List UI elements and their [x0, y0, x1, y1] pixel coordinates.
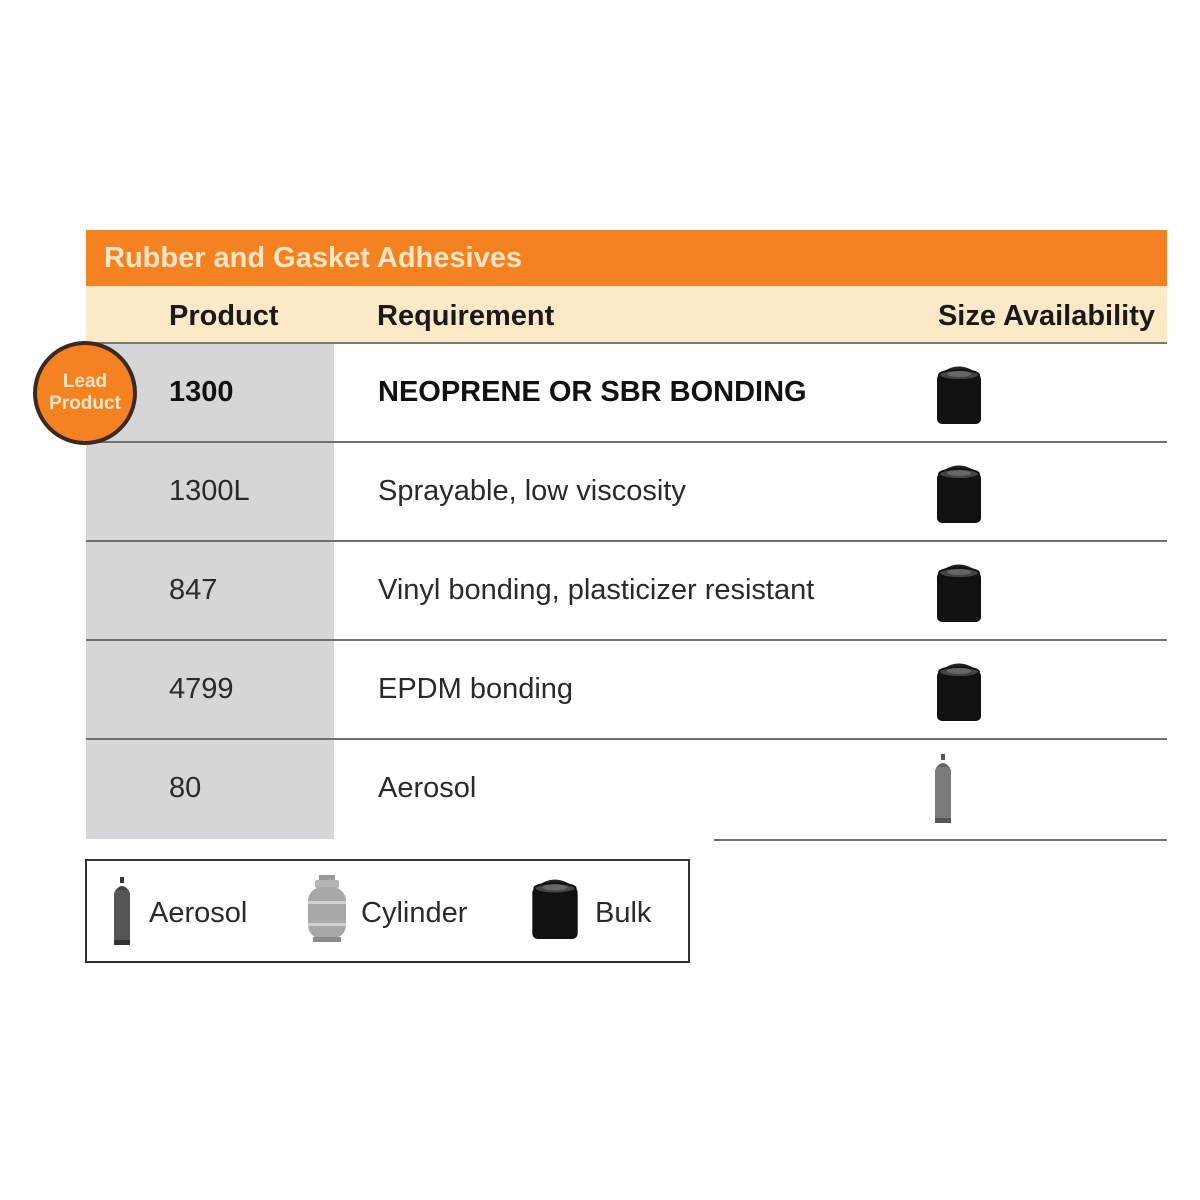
requirement-cell: [334, 641, 1167, 738]
product-value: 4799: [169, 673, 234, 705]
table-bottom-rule: [714, 839, 1167, 841]
table-row: [86, 443, 1167, 542]
product-cell: [86, 641, 334, 738]
requirement-value: EPDM bonding: [378, 673, 574, 705]
bulk-can-icon: [934, 362, 984, 426]
table-row: [86, 740, 1167, 839]
requirement-cell: [334, 443, 1167, 540]
table-header-row: [86, 286, 1167, 344]
lead-badge-line1: Lead: [62, 371, 108, 392]
header-size-availability: Size Availability: [937, 300, 1155, 332]
product-cell: [86, 542, 334, 639]
requirement-cell: [334, 344, 1167, 441]
table-row: [86, 344, 1167, 443]
table-row: [86, 542, 1167, 641]
product-cell: [86, 443, 334, 540]
legend-label: Bulk: [595, 897, 652, 929]
cylinder-icon: [305, 875, 349, 943]
product-value: 1300: [169, 376, 234, 408]
product-value: 847: [169, 574, 218, 606]
requirement-value: Sprayable, low viscosity: [378, 475, 686, 507]
bulk-can-icon: [529, 875, 581, 941]
product-value: 80: [169, 772, 202, 804]
header-product: Product: [169, 300, 279, 332]
size-legend: [85, 859, 690, 963]
product-value: 1300L: [169, 475, 250, 507]
bulk-can-icon: [934, 659, 984, 723]
requirement-value: Aerosol: [378, 772, 477, 804]
legend-label: Cylinder: [361, 897, 468, 929]
requirement-cell: [334, 542, 1167, 639]
table-title-bar: [86, 230, 1167, 286]
requirement-value: NEOPRENE OR SBR BONDING: [378, 376, 807, 408]
header-requirement: Requirement: [377, 300, 555, 332]
requirement-value: Vinyl bonding, plasticizer resistant: [378, 574, 815, 606]
legend-label: Aerosol: [149, 897, 248, 929]
adhesives-table: [86, 230, 1167, 839]
aerosol-icon: [111, 877, 133, 947]
requirement-cell: [334, 740, 1167, 839]
table-title: Rubber and Gasket Adhesives: [104, 241, 522, 274]
lead-product-badge: [33, 341, 137, 445]
product-cell: [86, 740, 334, 839]
bulk-can-icon: [934, 461, 984, 525]
lead-badge-line2: Product: [49, 393, 121, 414]
aerosol-icon: [932, 754, 954, 826]
table-row: [86, 641, 1167, 740]
bulk-can-icon: [934, 560, 984, 624]
